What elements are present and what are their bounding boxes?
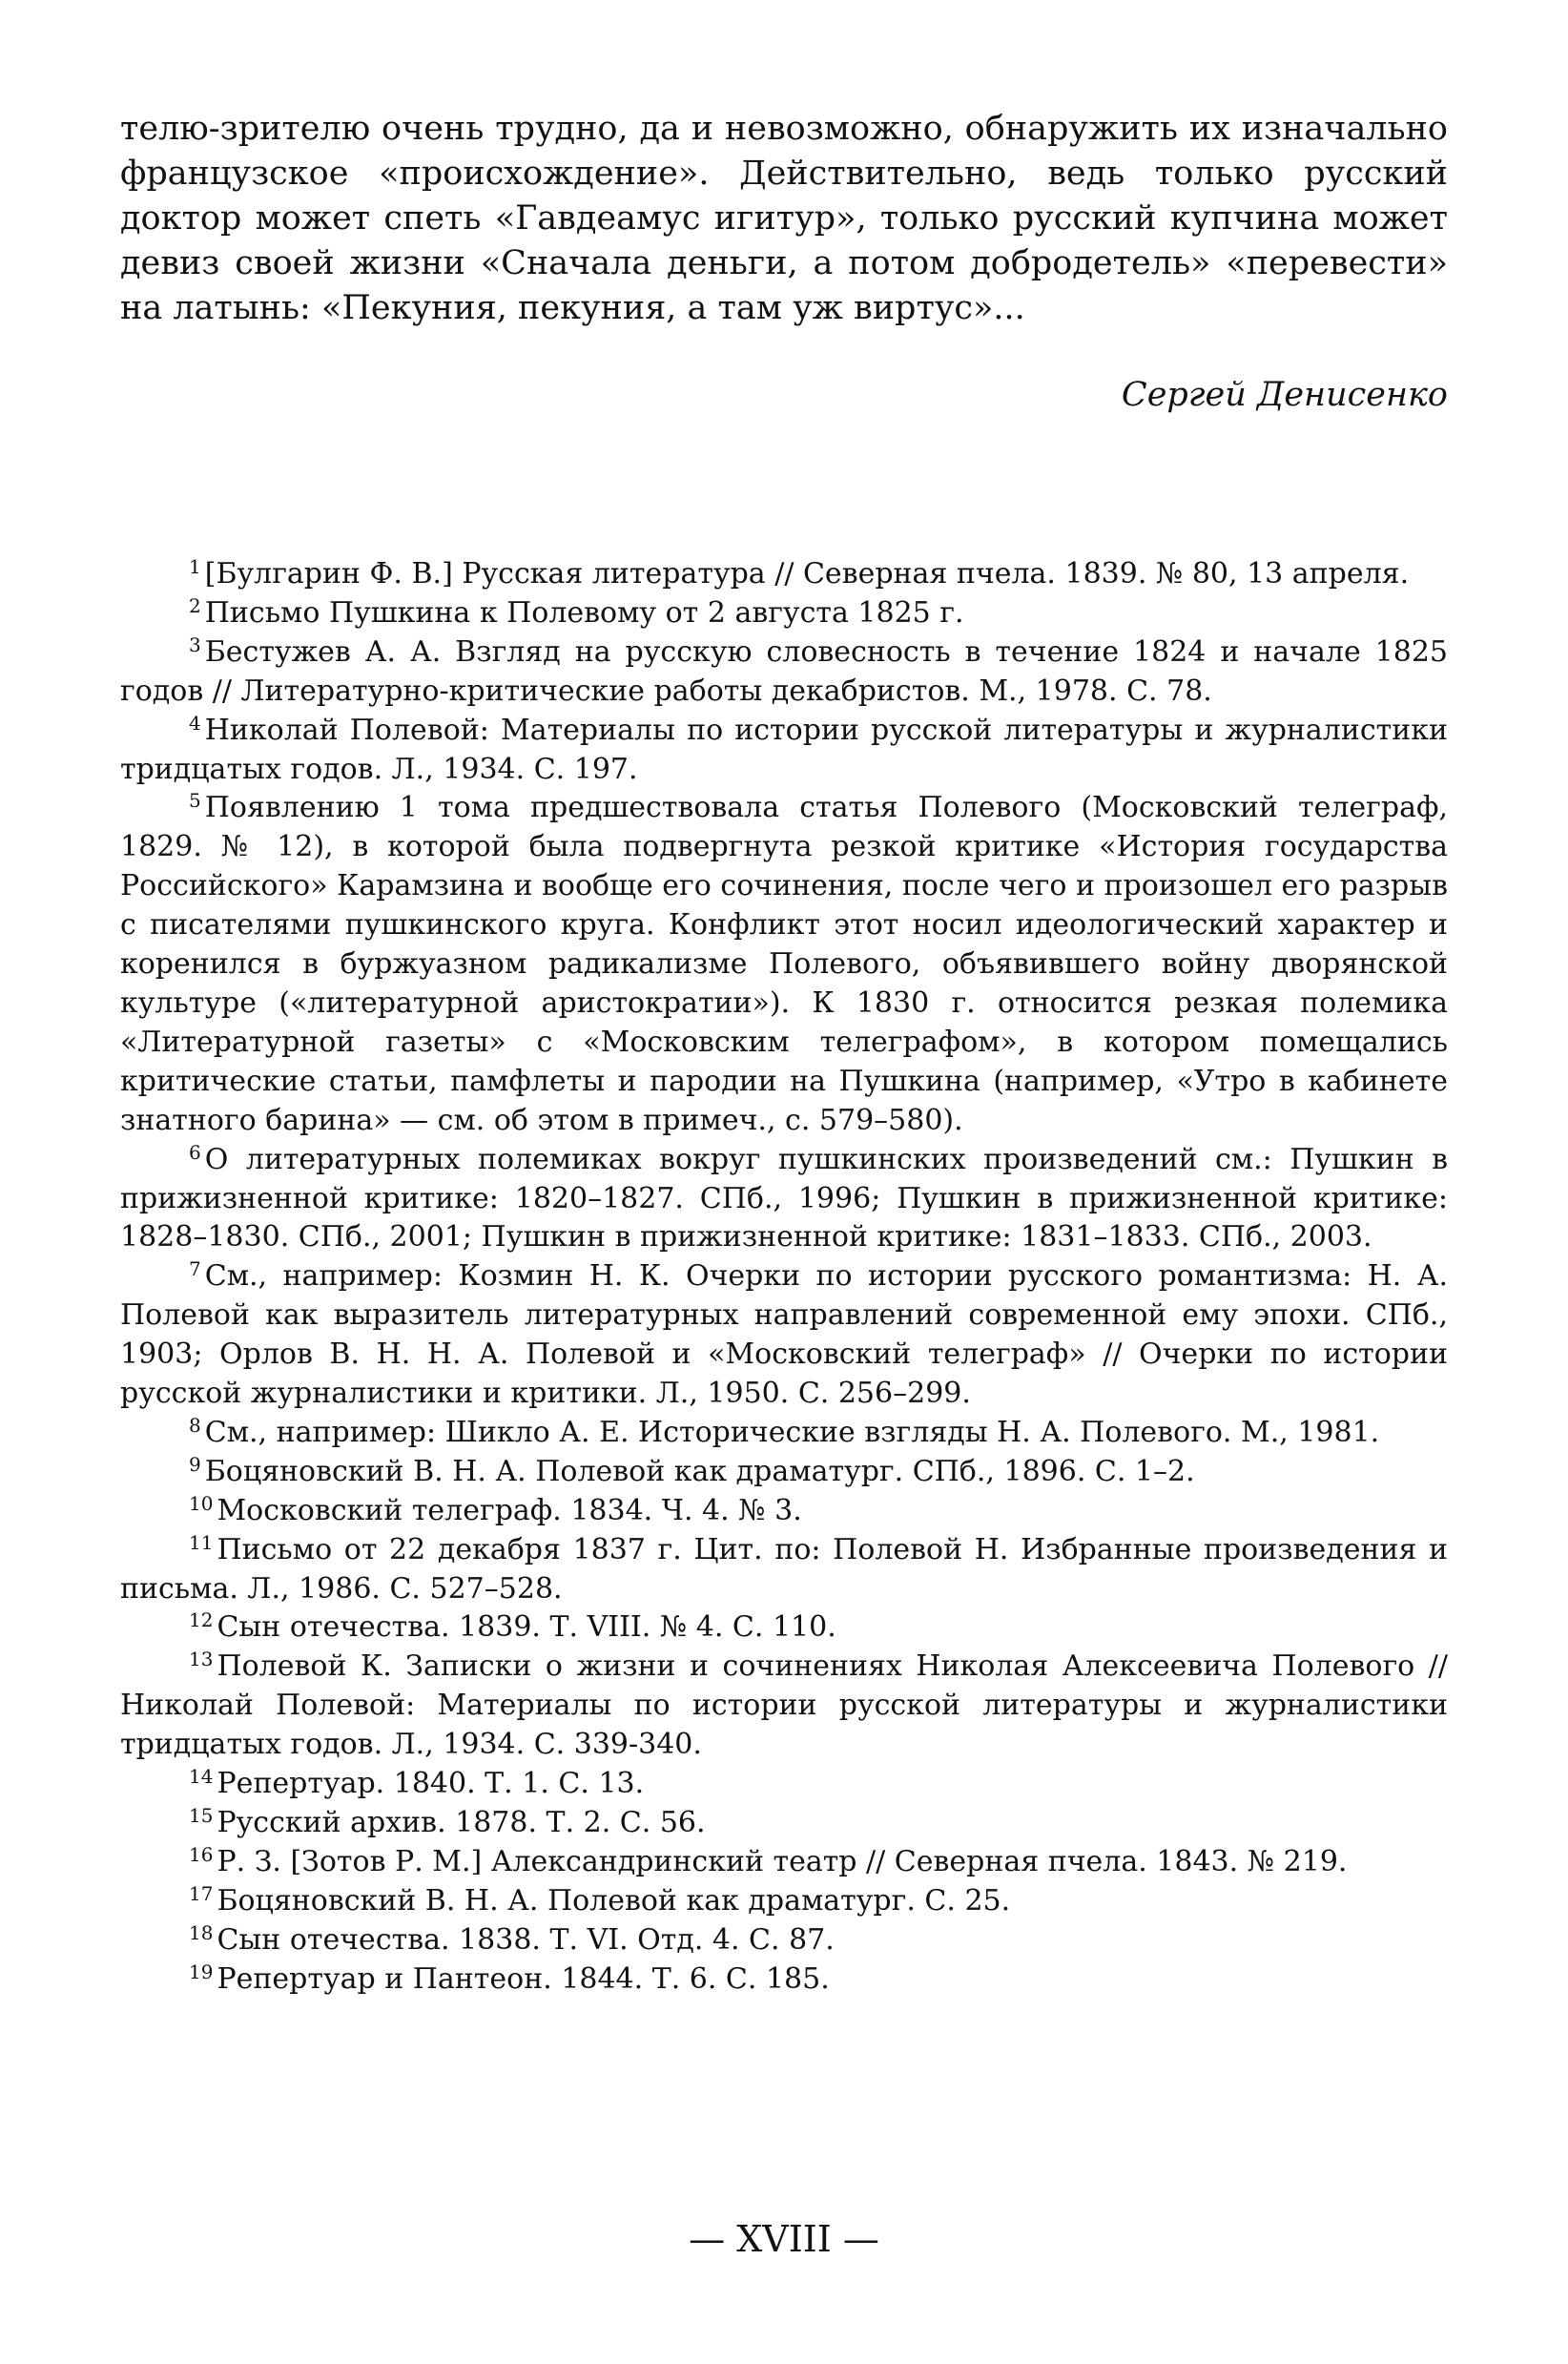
footnote [120, 633, 1448, 712]
footnote-text: Репертуар и Пантеон. 1844. Т. 6. С. 185. [217, 1961, 830, 1996]
footnote-text: Полевой К. Записки о жизни и сочинениях Николая Алексеевича Полевого // Николай Полевой: Материалы по истории русской литературы и журналистики тридцатых годов. Л., 1934. С. 339-340. [120, 1649, 1448, 1762]
footnote-number: 18 [189, 1920, 214, 1944]
footnote-number: 17 [189, 1881, 214, 1905]
footnote-text: [Булгарин Ф. В.] Русская литература // Северная пчела. 1839. № 80, 13 апреля. [204, 557, 1410, 591]
footnote-text: Боцяновский В. Н. А. Полевой как драматург. СПб., 1896. С. 1–2. [204, 1454, 1195, 1488]
footnote [120, 712, 1448, 790]
footnote-text: Николай Полевой: Материалы по истории русской литературы и журналистики тридцатых годов. Л., 1934. С. 197. [120, 713, 1448, 786]
footnote [120, 1141, 1448, 1258]
footnote-number: 19 [189, 1960, 214, 1983]
author-signature: Сергей Денисенко [1121, 376, 1448, 414]
footnote [120, 1531, 1448, 1609]
footnote [120, 1492, 1448, 1531]
footnote-text: См., например: Козмин Н. К. Очерки по истории русского романтизма: Н. А. Полевой как выразитель литературных направлений современной ему эпохи. СПб., 1903; Орлов В. Н. Н. А. Полевой и «Московский телеграф» // Очерки по истории русской журналистики и критики. Л., 1950. С. 256–299. [120, 1259, 1448, 1411]
footnote-number: 5 [189, 789, 201, 813]
footnote-number: 6 [189, 1140, 201, 1164]
footnote-number: 15 [189, 1804, 214, 1827]
footnote-text: Репертуар. 1840. Т. 1. С. 13. [217, 1767, 645, 1801]
footnote [120, 555, 1448, 594]
footnote [120, 594, 1448, 633]
footnote-number: 10 [189, 1491, 214, 1515]
footnote-text: Сын отечества. 1839. Т. VIII. № 4. С. 110. [217, 1610, 836, 1645]
footnote [120, 1453, 1448, 1492]
footnote [120, 1804, 1448, 1843]
footnote-text: Московский телеграф. 1834. Ч. 4. № 3. [217, 1493, 802, 1527]
footnote-text: Бестужев А. А. Взгляд на русскую словесность в течение 1824 и начале 1825 годов // Литературно-критические работы декабристов. М., 1978. С. 78. [120, 634, 1448, 708]
footnote [120, 1765, 1448, 1804]
footnote-text: Письмо от 22 декабря 1837 г. Цит. по: Полевой Н. Избранные произведения и письма. Л., 1986. С. 527–528. [120, 1532, 1448, 1606]
footnote-text: Письмо Пушкина к Полевому от 2 августа 1825 г. [204, 595, 964, 630]
footnote [120, 1843, 1448, 1882]
footnote-number: 13 [189, 1648, 214, 1671]
footnote [120, 1960, 1448, 2000]
footnote-number: 16 [189, 1842, 214, 1866]
footnote [120, 1414, 1448, 1453]
footnote [120, 1648, 1448, 1765]
footnote-number: 7 [189, 1257, 201, 1281]
footnote-text: См., например: Шикло А. Е. Исторические взгляды Н. А. Полевого. М., 1981. [204, 1415, 1380, 1449]
footnote-text: Р. З. [Зотов Р. М.] Александринский театр // Северная пчела. 1843. № 219. [217, 1844, 1348, 1878]
footnote [120, 1921, 1448, 1960]
footnote [120, 1257, 1448, 1414]
footnote-number: 1 [189, 555, 201, 578]
page-number: — XVIII — [689, 2218, 879, 2260]
footnote [120, 1882, 1448, 1921]
footnote-number: 8 [189, 1413, 201, 1437]
footnote-number: 12 [189, 1608, 214, 1632]
footnote-number: 9 [189, 1452, 201, 1476]
footnote-number: 4 [189, 711, 201, 735]
footnote-text: Сын отечества. 1838. Т. VI. Отд. 4. С. 87. [217, 1922, 835, 1957]
footnote [120, 789, 1448, 1140]
footnote-text: Появлению 1 тома предшествовала статья Полевого (Московский телеграф, 1829. № 12), в которой была подвергнута резкой критике «История государства Российского» Карамзина и вообще его сочинения, после чего и произошел его разрыв с писателями пушкинского круга. Конфликт этот носил идеологический характер и коренился в буржуазном радикализме Полевого, объявившего войну дворянской культуре («литературной аристократии»). К 1830 г. относится резкая полемика «Литературной газеты» с «Московским телеграфом», в котором помещались критические статьи, памфлеты и пародии на Пушкина (например, «Утро в кабинете знатного барина» — см. об этом в примеч., с. 579–580). [120, 791, 1448, 1137]
footnote-text: Русский архив. 1878. Т. 2. С. 56. [217, 1806, 706, 1839]
footnote-text: О литературных полемиках вокруг пушкинских произведений см.: Пушкин в прижизненной критике: 1820–1827. СПб., 1996; Пушкин в прижизненной критике: 1828–1830. СПб., 2001; Пушкин в прижизненной критике: 1831–1833. СПб., 2003. [120, 1142, 1448, 1255]
footnote-number: 11 [189, 1530, 214, 1554]
footnote-text: Боцяновский В. Н. А. Полевой как драматург. С. 25. [217, 1883, 1011, 1918]
footnote-number: 3 [189, 632, 201, 656]
footnote-number: 14 [189, 1765, 214, 1789]
body-paragraph: телю-зрителю очень трудно, да и невозможно, обнаружить их изначально французское «происхождение». Действительно, ведь только русский доктор может спеть «Гавдеамус игитур», только русский купчина может девиз своей жизни «Сначала деньги, а потом добродетель» «перевести» на латынь: «Пекуния, пекуния, а там уж виртус»... [120, 110, 1448, 327]
footnotes-list [120, 555, 1448, 2000]
footnote [120, 1608, 1448, 1648]
footnote-number: 2 [189, 593, 201, 617]
